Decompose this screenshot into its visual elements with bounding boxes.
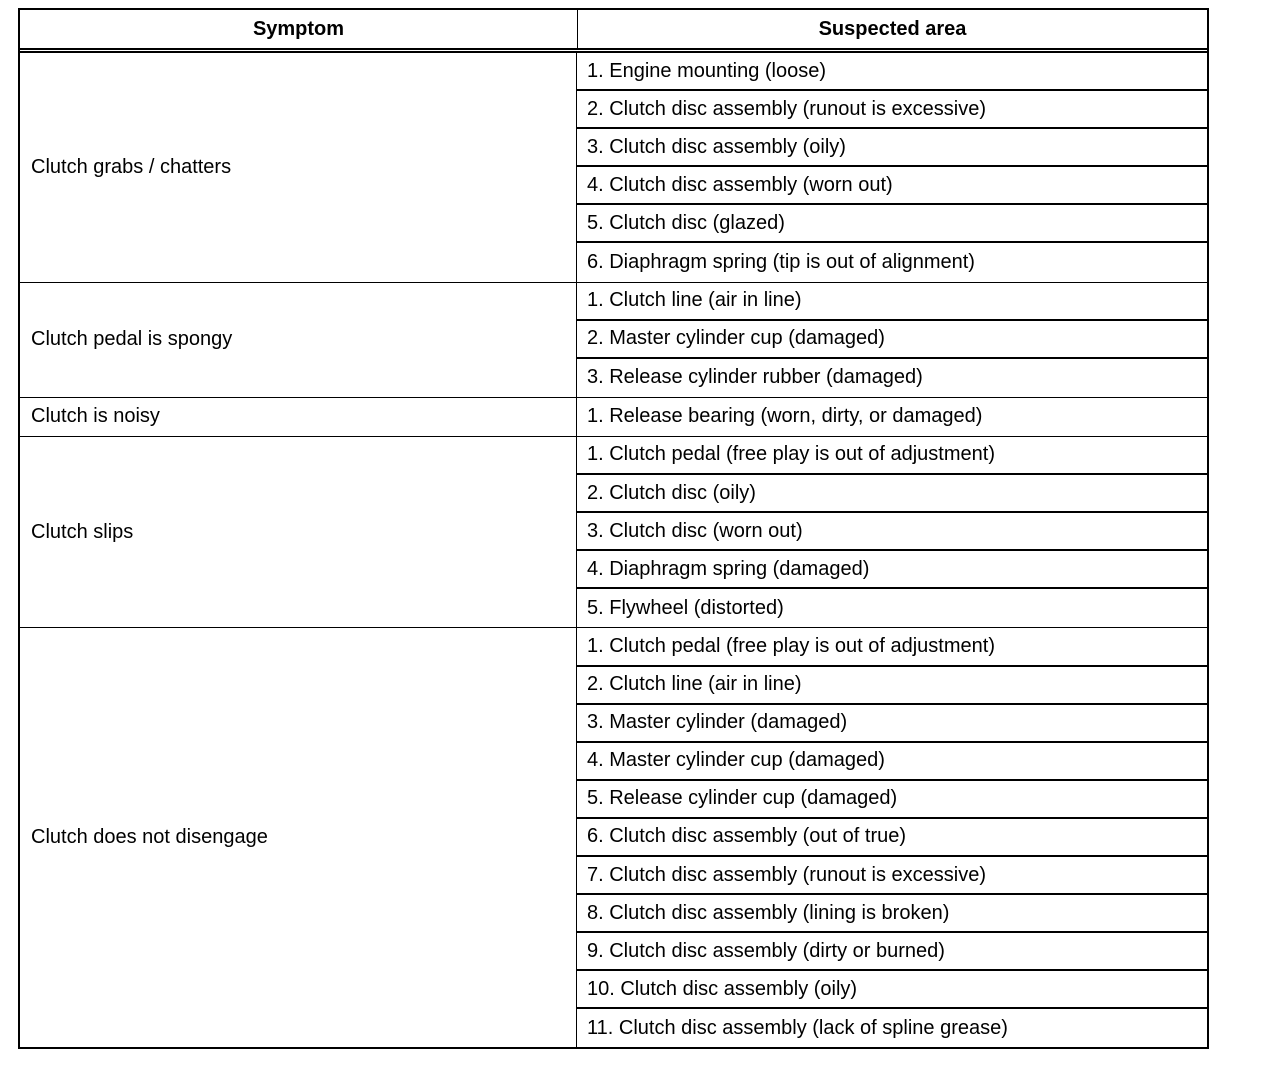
suspected-area-cell: 1. Clutch pedal (free play is out of adjustment) [577,628,1207,666]
suspected-area-cell: 6. Diaphragm spring (tip is out of alignment) [587,251,975,274]
suspected-area-list [577,53,1207,282]
symptom-group [20,283,1207,398]
suspected-area-cell: 2. Clutch disc assembly (runout is excessive) [577,91,1207,129]
suspected-area-cell: 4. Diaphragm spring (damaged) [577,551,1207,589]
suspected-area-cell: 9. Clutch disc assembly (dirty or burned) [577,933,1207,971]
suspected-area-list [577,398,1207,436]
symptom-cell: Clutch does not disengage [20,628,577,1047]
suspected-area-cell: 3. Master cylinder (damaged) [577,705,1207,743]
symptom-group [20,628,1207,1047]
suspected-area-cell: 1. Clutch pedal (free play is out of adjustment) [577,437,1207,475]
suspected-area-cell: 4. Master cylinder cup (damaged) [577,743,1207,781]
header-suspected-area: Suspected area [818,17,967,40]
suspected-area-list [577,283,1207,397]
suspected-area-cell: 8. Clutch disc assembly (lining is broken) [577,895,1207,933]
suspected-area-cell: 11. Clutch disc assembly (lack of spline grease) [587,1016,1008,1039]
symptom-group [20,53,1207,283]
suspected-area-cell: 1. Release bearing (worn, dirty, or damaged) [587,405,983,428]
suspected-area-cell: 1. Clutch line (air in line) [577,283,1207,321]
table-body [20,53,1207,1047]
suspected-area-cell: 7. Clutch disc assembly (runout is excessive) [577,857,1207,895]
suspected-area-cell: 5. Release cylinder cup (damaged) [577,781,1207,819]
header-symptom: Symptom [20,10,578,48]
table-header-row [20,10,1207,53]
suspected-area-list [577,628,1207,1047]
suspected-area-cell: 10. Clutch disc assembly (oily) [577,971,1207,1009]
symptom-cell: Clutch grabs / chatters [20,53,577,282]
suspected-area-list [577,437,1207,627]
suspected-area-cell: 5. Clutch disc (glazed) [577,205,1207,243]
suspected-area-cell: 1. Engine mounting (loose) [577,53,1207,91]
symptom-group [20,437,1207,628]
symptom-cell: Clutch slips [20,437,577,627]
suspected-area-cell: 3. Clutch disc assembly (oily) [577,129,1207,167]
symptom-cell: Clutch pedal is spongy [20,283,577,397]
troubleshooting-table [18,8,1209,1049]
suspected-area-cell: 2. Clutch disc (oily) [577,475,1207,513]
suspected-area-cell: 6. Clutch disc assembly (out of true) [577,819,1207,857]
suspected-area-cell: 5. Flywheel (distorted) [587,596,784,619]
symptom-group [20,398,1207,437]
symptom-cell: Clutch is noisy [20,398,577,436]
suspected-area-cell: 2. Master cylinder cup (damaged) [577,321,1207,359]
suspected-area-cell: 4. Clutch disc assembly (worn out) [577,167,1207,205]
suspected-area-cell: 2. Clutch line (air in line) [577,667,1207,705]
suspected-area-cell: 3. Clutch disc (worn out) [577,513,1207,551]
suspected-area-cell: 3. Release cylinder rubber (damaged) [587,366,923,389]
